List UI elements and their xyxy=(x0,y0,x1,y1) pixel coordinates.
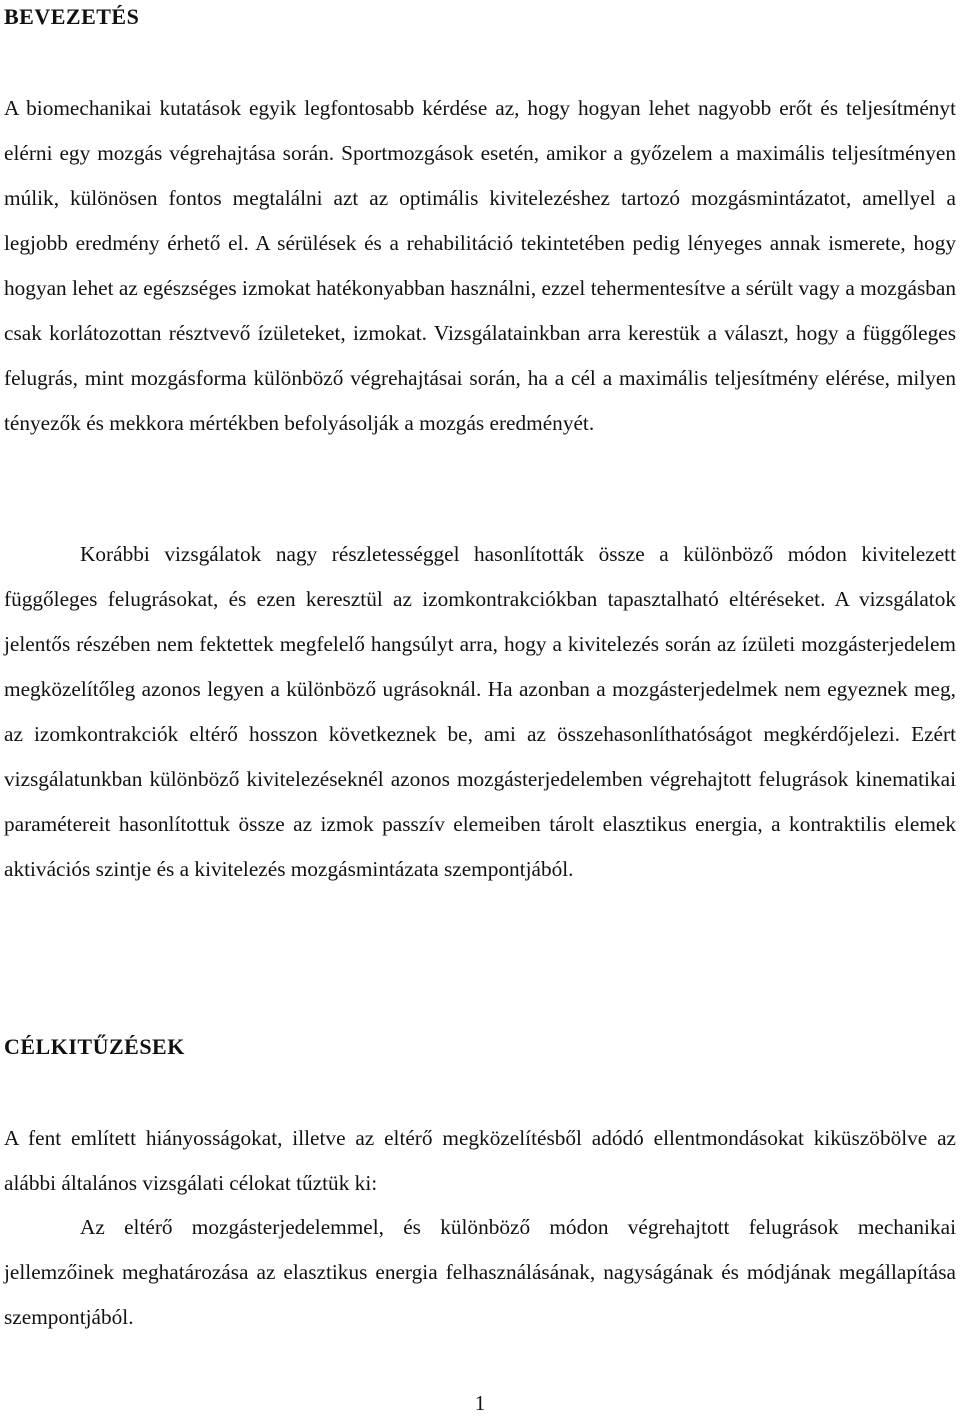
page-number: 1 xyxy=(474,1391,486,1415)
paragraph-goals-1: A fent említett hiányosságokat, illetve az eltérő megközelítésből adódó ellentmondásokat kiküszöbölve az alábbi általános vizsgálati célokat tűztük ki: xyxy=(4,1126,956,1195)
paragraph-intro-1: A biomechanikai kutatások egyik legfontosabb kérdése az, hogy hogyan lehet nagyobb erőt és teljesítményt elérni egy mozgás végrehajtása során. Sportmozgások esetén, amikor a győzelem a maximális teljesítményen múlik, különösen fontos megtalálni azt az optimális kivitelezéshez tartozó mozgásmintázatot, amellyel a legjobb eredmény érhető el. A sérülések és a rehabilitáció tekintetében pedig lényeges annak ismerete, hogy hogyan lehet az egészséges izmokat hatékonyabban használni, ezzel tehermentesítve a sérült vagy a mozgásban csak korlátozottan résztvevő ízületeket, izmokat. Vizsgálatainkban arra kerestük a választ, hogy a függőleges felugrás, mint mozgásforma különböző végrehajtásai során, ha a cél a maximális teljesítmény elérése, milyen tényezők és mekkora mértékben befolyásolják a mozgás eredményét. xyxy=(4,96,956,435)
section-title-intro: BEVEZETÉS xyxy=(4,4,140,29)
paragraph-intro-2: Korábbi vizsgálatok nagy részletességgel hasonlították össze a különböző módon kivitelezett függőleges felugrásokat, és ezen keresztül az izomkontrakciókban tapasztalható eltéréseket. A vizsgálatok jelentős részében nem fektettek megfelelő hangsúlyt arra, hogy a kivitelezés során az ízületi mozgásterjedelem megközelítőleg azonos legyen a különböző ugrásoknál. Ha azonban a mozgásterjedelmek nem egyeznek meg, az izomkontrakciók eltérő hosszon következnek be, ami az összehasonlíthatóságot megkérdőjelezi. Ezért vizsgálatunkban különböző kivitelezéseknél azonos mozgásterjedelemben végrehajtott felugrások kinematikai paramétereit hasonlítottuk össze az izmok passzív elemeiben tárolt elasztikus energia, a kontraktilis elemek aktivációs szintje és a kivitelezés mozgásmintázata szempontjából. xyxy=(4,542,956,881)
paragraph-goals-2: Az eltérő mozgásterjedelemmel, és különböző módon végrehajtott felugrások mechanikai jellemzőinek meghatározása az elasztikus energia felhasználásának, nagyságának és módjának megállapítása szempontjából. xyxy=(4,1215,956,1329)
section-title-goals: CÉLKITŰZÉSEK xyxy=(4,1034,185,1059)
